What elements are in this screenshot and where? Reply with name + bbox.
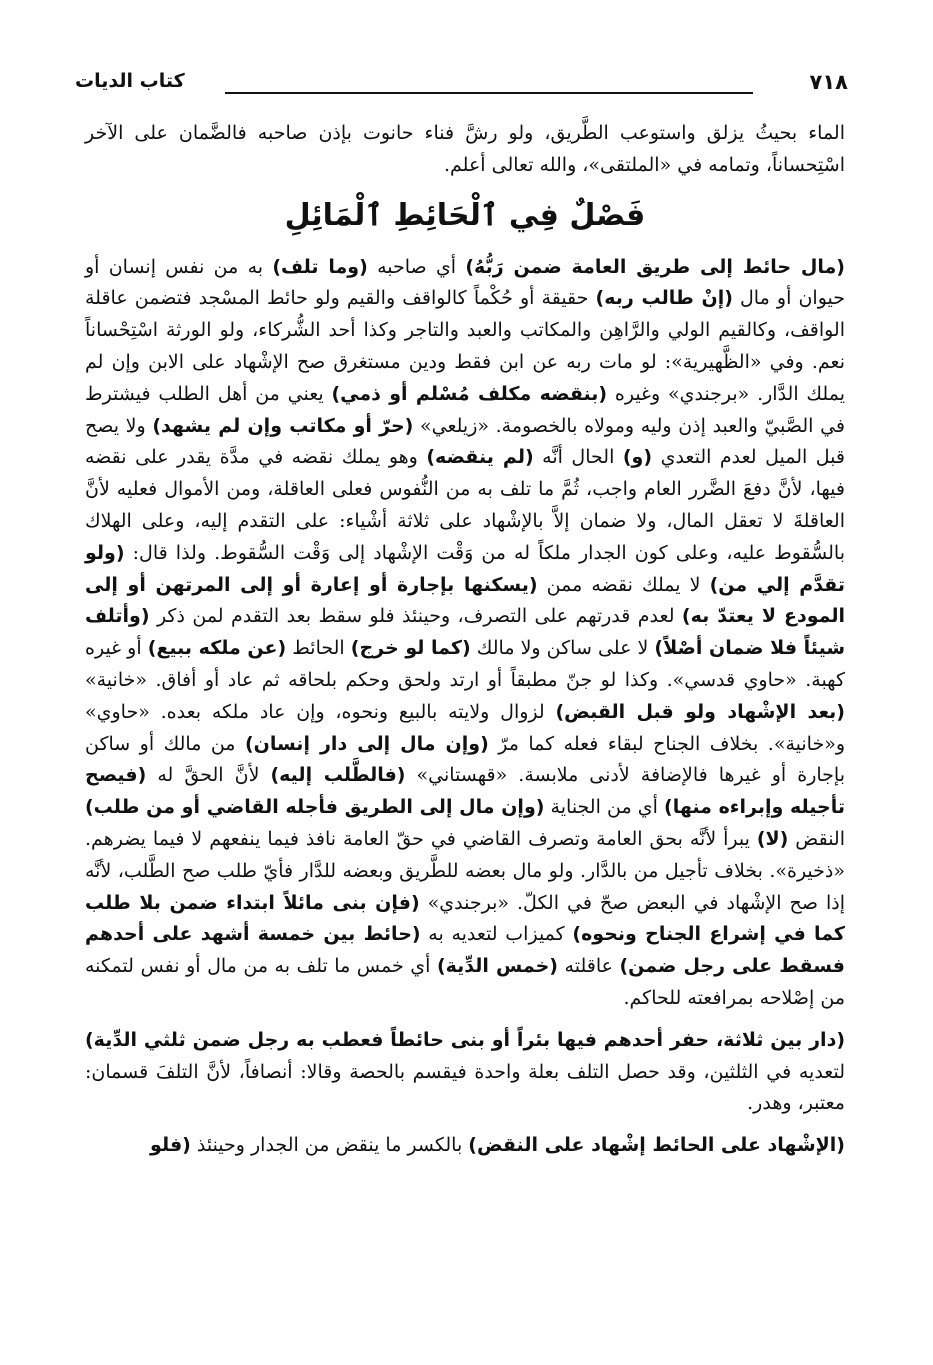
- matn-text: (حائط بين خمسة أشهد على أحدهم فسقط على رجل ضمن): [85, 923, 845, 978]
- commentary-text: لأنَّ الحقَّ له: [146, 764, 271, 787]
- commentary-text: أي خمس ما تلف به من مال أو نفس لتمكنه من إصْلاحه بمرافعته للحاكم.: [85, 955, 845, 1009]
- header-rule: [225, 92, 753, 94]
- intro-paragraph: الماء بحيثُ يزلق واستوعب الطَّريق، ولو رشَّ فناء حانوت بإذن صاحبه فالضَّمان على الآخر اسْتِحساناً، وتمامه في «الملتقى»، والله تعالى أعلم.: [85, 122, 845, 176]
- commentary-text: لتعديه في الثلثين، وقد حصل التلف بعلة واحدة فيقسم بالحصة وقالا: أنصافاً، لأنَّ التلفَ قسمان: معتبر، وهدر.: [85, 1060, 845, 1115]
- commentary-text: الحال أنَّه: [533, 446, 623, 469]
- commentary-text: لعدم قدرتهم على التصرف، وحينئذ فلو سقط بعد التقدم لمن ذكر: [149, 605, 682, 628]
- commentary-text: أو غيره كهبة. «حاوي قدسي». وكذا لو جنّ مطبقاً أو ارتد ولحق وحكم بلحاقه ثم عاد أو أفاق. «خانية»: [85, 637, 845, 691]
- matn-text: (حرّ أو مكاتب وإن لم يشهد): [152, 414, 414, 437]
- page-body: [85, 118, 845, 1172]
- matn-text: (ولو تقدَّم إلي من): [85, 541, 845, 596]
- paragraphs: [85, 252, 845, 1162]
- section-title: فَصْلٌ فِي ٱلْحَائِطِ ٱلْمَائِلِ: [284, 197, 646, 233]
- commentary-text: يعني من أهل الطلب فيشترط في الصَّبيّ والعبد إذن وليه ومولاه بالخصومة. «زيلعي»: [85, 382, 845, 437]
- commentary-text: لا يملك نقضه ممن: [537, 573, 710, 596]
- running-title: كتاب الديات: [75, 70, 185, 92]
- commentary-text: أي صاحبه: [367, 255, 466, 278]
- matn-text: (عن ملكه ببيع): [147, 637, 287, 660]
- matn-text: (الإشْهاد على الحائط إشْهاد على النقض): [468, 1134, 845, 1157]
- matn-text: (وإن مال إلى دار إنسان): [244, 732, 489, 755]
- commentary-text: من مالك أو ساكن بإجارة أو غيرها فالإضافة لأدنى ملابسة. «قهستاني»: [85, 732, 846, 787]
- matn-text: (خمس الدِّية): [436, 955, 558, 978]
- commentary-text: النقض: [788, 827, 845, 850]
- body-paragraph: [85, 1025, 845, 1120]
- matn-text: (وأتلف شيئاً فلا ضمان أصْلاً): [85, 605, 846, 660]
- matn-text: (بنقضه مكلف مُسْلم أو ذمي): [331, 382, 608, 405]
- matn-text: (فالطَّلب إليه): [270, 764, 406, 787]
- commentary-text: بالكسر ما ينقض من الجدار وحينئذ: [190, 1134, 469, 1157]
- commentary-text: عاقلته: [558, 955, 620, 978]
- commentary-text: لا على ساكن ولا مالك: [470, 637, 655, 660]
- matn-text: (و): [622, 446, 653, 469]
- matn-text: (لم ينقضه): [426, 446, 534, 469]
- matn-text: (يسكنها بإجارة أو إعارة أو إلى المرتهن أو إلى المودع لا يعتدّ به): [85, 573, 845, 628]
- page-number: ٧١٨: [809, 70, 848, 94]
- body-paragraph: [85, 1130, 845, 1162]
- commentary-text: يبرأ لأنَّه بحق العامة وتصرف القاضي في حقّ العامة نافذ فيما ينفعهم لا فيما يضرهم. «ذخيرة». بخلاف تأجيل من بالدَّار. ولو مال بعضه للطَّريق وبعضه للدَّار فأيّ طلب صح الطَّلب، لأنَّه إذا صح الإشْهاد في البعض صحّ في الكلّ. «برجندي»: [85, 827, 846, 914]
- matn-text: (فلو: [150, 1134, 191, 1157]
- matn-text: (فيصح تأجيله وإبراءه منها): [85, 764, 845, 819]
- matn-text: (وما تلف): [272, 255, 368, 278]
- page-header: [75, 70, 848, 110]
- matn-text: (بعد الإشْهاد ولو قبل القبض): [555, 700, 845, 723]
- matn-text: (دار بين ثلاثة، حفر أحدهم فيها بئراً أو بنى حائطاً فعطب به رجل ضمن ثلثي الدِّية): [85, 1028, 845, 1051]
- matn-text: (فإن بنى مائلاً ابتداء ضمن بلا طلب كما في إشراع الجناح ونحوه): [85, 891, 845, 946]
- body-paragraph: [85, 252, 845, 1015]
- commentary-text: لزوال ولايته بالبيع ونحوه، وإن عاد ملكه بعده. «حاوي» و«خانية». بخلاف الجناح لبقاء فعله كما مرّ: [85, 700, 846, 755]
- commentary-text: وهو يملك نقضه في مدَّة يقدر على نقضه فيها، لأنَّ دفعَ الضَّرر العام واجب، ثُمَّ ما تلف به من النُّفوس فعلى العاقلة، ومن الأموال فعليه لأنَّ العاقلةَ لا تعقل المال، ولا ضمان إلاَّ بالإشْهاد على ثلاثة أشْياء: على التقدم إليه، وعلى الهلاك بالسُّقوط عليه، وعلى كون الجدار ملكاً له من وَقْت الإشْهاد إلى وَقْت السُّقوط. ولذا قال:: [85, 446, 845, 564]
- commentary-text: حقيقة أو حُكْماً كالواقف والقيم ولو حائط المسْجد فتضمن عاقلة الواقف، وكالقيم الولي والرَّاهِن والمكاتب والعبد والتاجر وكذا أحد الشُّركاء، ولو الورثة اسْتِحْساناً نعم. وفي «الظَّهيرية»: لو مات ربه عن ابن فقط ودين مستغرق صح الإشْهاد على الابن وإن لم يملك الدَّار. «برجندي» وغيره: [85, 287, 845, 405]
- matn-text: (مال حائط إلى طريق العامة ضمن رَبُّهُ): [465, 255, 845, 278]
- matn-text: (إنْ طالب ربه): [595, 287, 733, 310]
- commentary-text: أي من الجناية: [544, 796, 665, 819]
- matn-text: (لا): [756, 827, 789, 850]
- commentary-text: كميزاب لتعديه به: [420, 923, 573, 946]
- commentary-text: ولا يصح قبل الميل لعدم التعدي: [85, 414, 845, 469]
- commentary-text: به من نفس إنسان أو حيوان أو مال: [85, 255, 845, 310]
- commentary-text: الحائط: [286, 637, 351, 660]
- matn-text: (وإن مال إلى الطريق فأجله القاضي أو من طلب): [85, 796, 545, 819]
- matn-text: (كما لو خرج): [350, 637, 471, 660]
